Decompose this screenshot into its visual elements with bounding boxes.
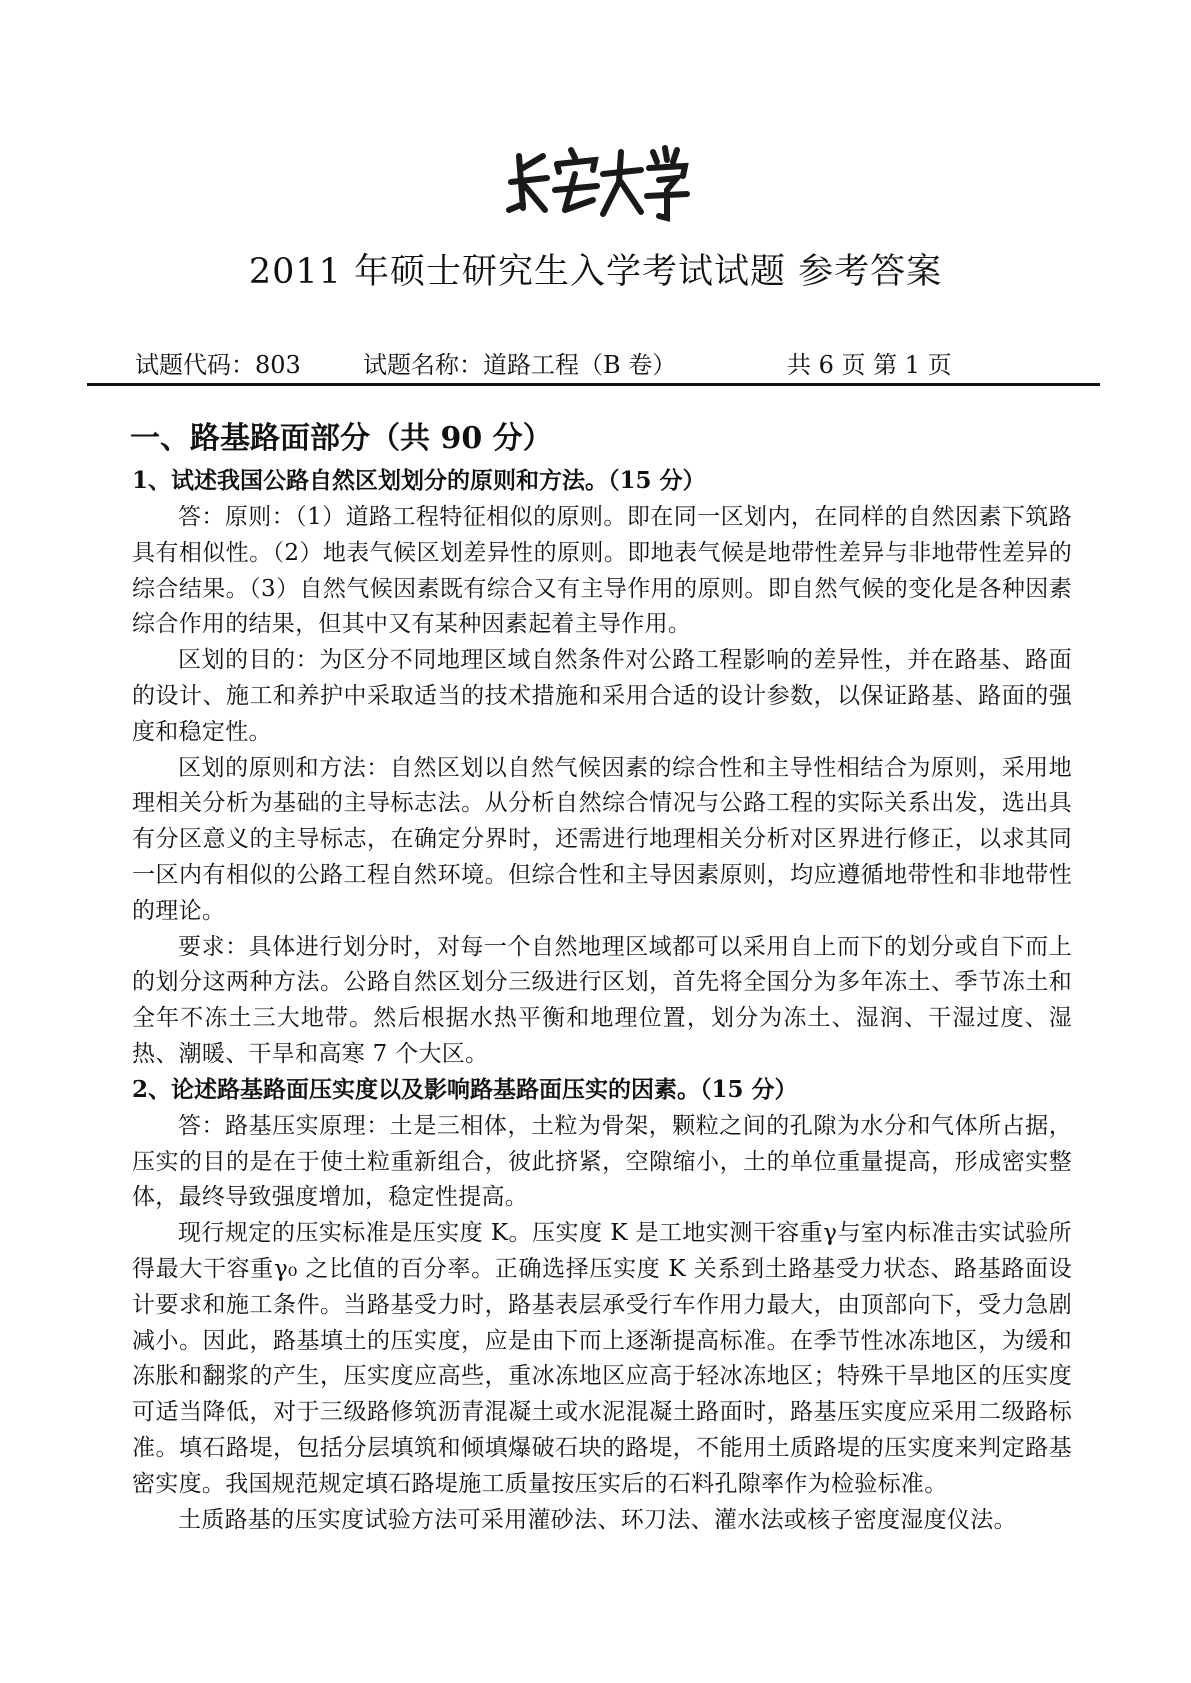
answer-paragraph: 区划的原则和方法：自然区划以自然气候因素的综合性和主导性相结合为原则，采用地理相关分析为基础的主导标志法。从分析自然综合情况与公路工程的实际关系出发，选出具有分区意义的主导标志，在确定分界时，还需进行地理相关分析对区界进行修正，以求其同一区内有相似的公路工程自然环境。但综合性和主导因素原则，均应遵循地带性和非地带性的理论。 [132, 754, 1072, 924]
answer-paragraph: 要求：具体进行划分时，对每一个自然地理区域都可以采用自上而下的划分或自下而上的划分这两种方法。公路自然区划分三级进行区划，首先将全国分为多年冻土、季节冻土和全年不冻土三大地带。然后根据水热平衡和地理位置，划分为冻土、湿润、干湿过度、湿热、潮暖、干旱和高寒 7 个大区。 [132, 933, 1072, 1067]
exam-code: 试题代码：803 [135, 351, 301, 379]
question-title: 2、论述路基路面压实度以及影响路基路面压实的因素。（15 分） [132, 1075, 798, 1103]
answer-paragraph: 答：原则：（1）道路工程特征相似的原则。即在同一区划内，在同样的自然因素下筑路具有相似性。（2）地表气候区划差异性的原则。即地表气候是地带性差异与非地带性差异的综合结果。（3）自然气候因素既有综合又有主导作用的原则。即自然气候的变化是各种因素综合作用的结果，但其中又有某种因素起着主导作用。 [132, 504, 1072, 638]
exam-title: 2011 年硕士研究生入学考试试题 参考答案 [248, 252, 943, 292]
answer-paragraph: 土质路基的压实度试验方法可采用灌砂法、环刀法、灌水法或核子密度湿度仪法。 [178, 1506, 1017, 1533]
page-count: 共 6 页 第 1 页 [787, 351, 952, 379]
answer-paragraph: 答：路基压实原理：土是三相体，土粒为骨架，颗粒之间的孔隙为水分和气体所占据，压实的目的是在于使土粒重新组合，彼此挤紧，空隙缩小，土的单位重量提高，形成密实整体，最终导致强度增加，稳定性提高。 [132, 1112, 1072, 1211]
answer-content [132, 418, 1072, 1538]
exam-name: 试题名称：道路工程（B 卷） [363, 351, 677, 379]
question-title: 1、试述我国公路自然区划划分的原则和方法。（15 分） [132, 467, 706, 494]
section-title: 一、路基路面部分（共 90 分） [130, 421, 553, 456]
answer-paragraph: 现行规定的压实标准是压实度 K。压实度 K 是工地实测干容重γ与室内标准击实试验所得最大干容重γ₀ 之比值的百分率。正确选择压实度 K 关系到土路基受力状态、路基路面设计要求和施工条件。当路基受力时，路基表层承受行车作用力最大，由顶部向下，受力急剧减小。因此，路基填土的压实度，应是由下而上逐渐提高标准。在季节性冰冻地区，为缓和冻胀和翻浆的产生，压实度应高些，重冰冻地区应高于轻冰冻地区；特殊干旱地区的压实度可适当降低，对于三级路修筑沥青混凝土或水泥混凝土路面时，路基压实度应采用二级路标准。填石路堤，包括分层填筑和倾填爆破石块的路堤，不能用土质路堤的压实度来判定路基密实度。我国规范规定填石路堤施工质量按压实后的石料孔隙率作为检验标准。 [132, 1220, 1072, 1497]
university-logo [0, 138, 1191, 228]
answer-paragraph: 区划的目的：为区分不同地理区域自然条件对公路工程影响的差异性，并在路基、路面的设计、施工和养护中采取适当的技术措施和采用合适的设计参数，以保证路基、路面的强度和稳定性。 [132, 647, 1072, 745]
calligraphy-logo-icon [501, 138, 691, 228]
exam-info-bar [87, 345, 1100, 386]
